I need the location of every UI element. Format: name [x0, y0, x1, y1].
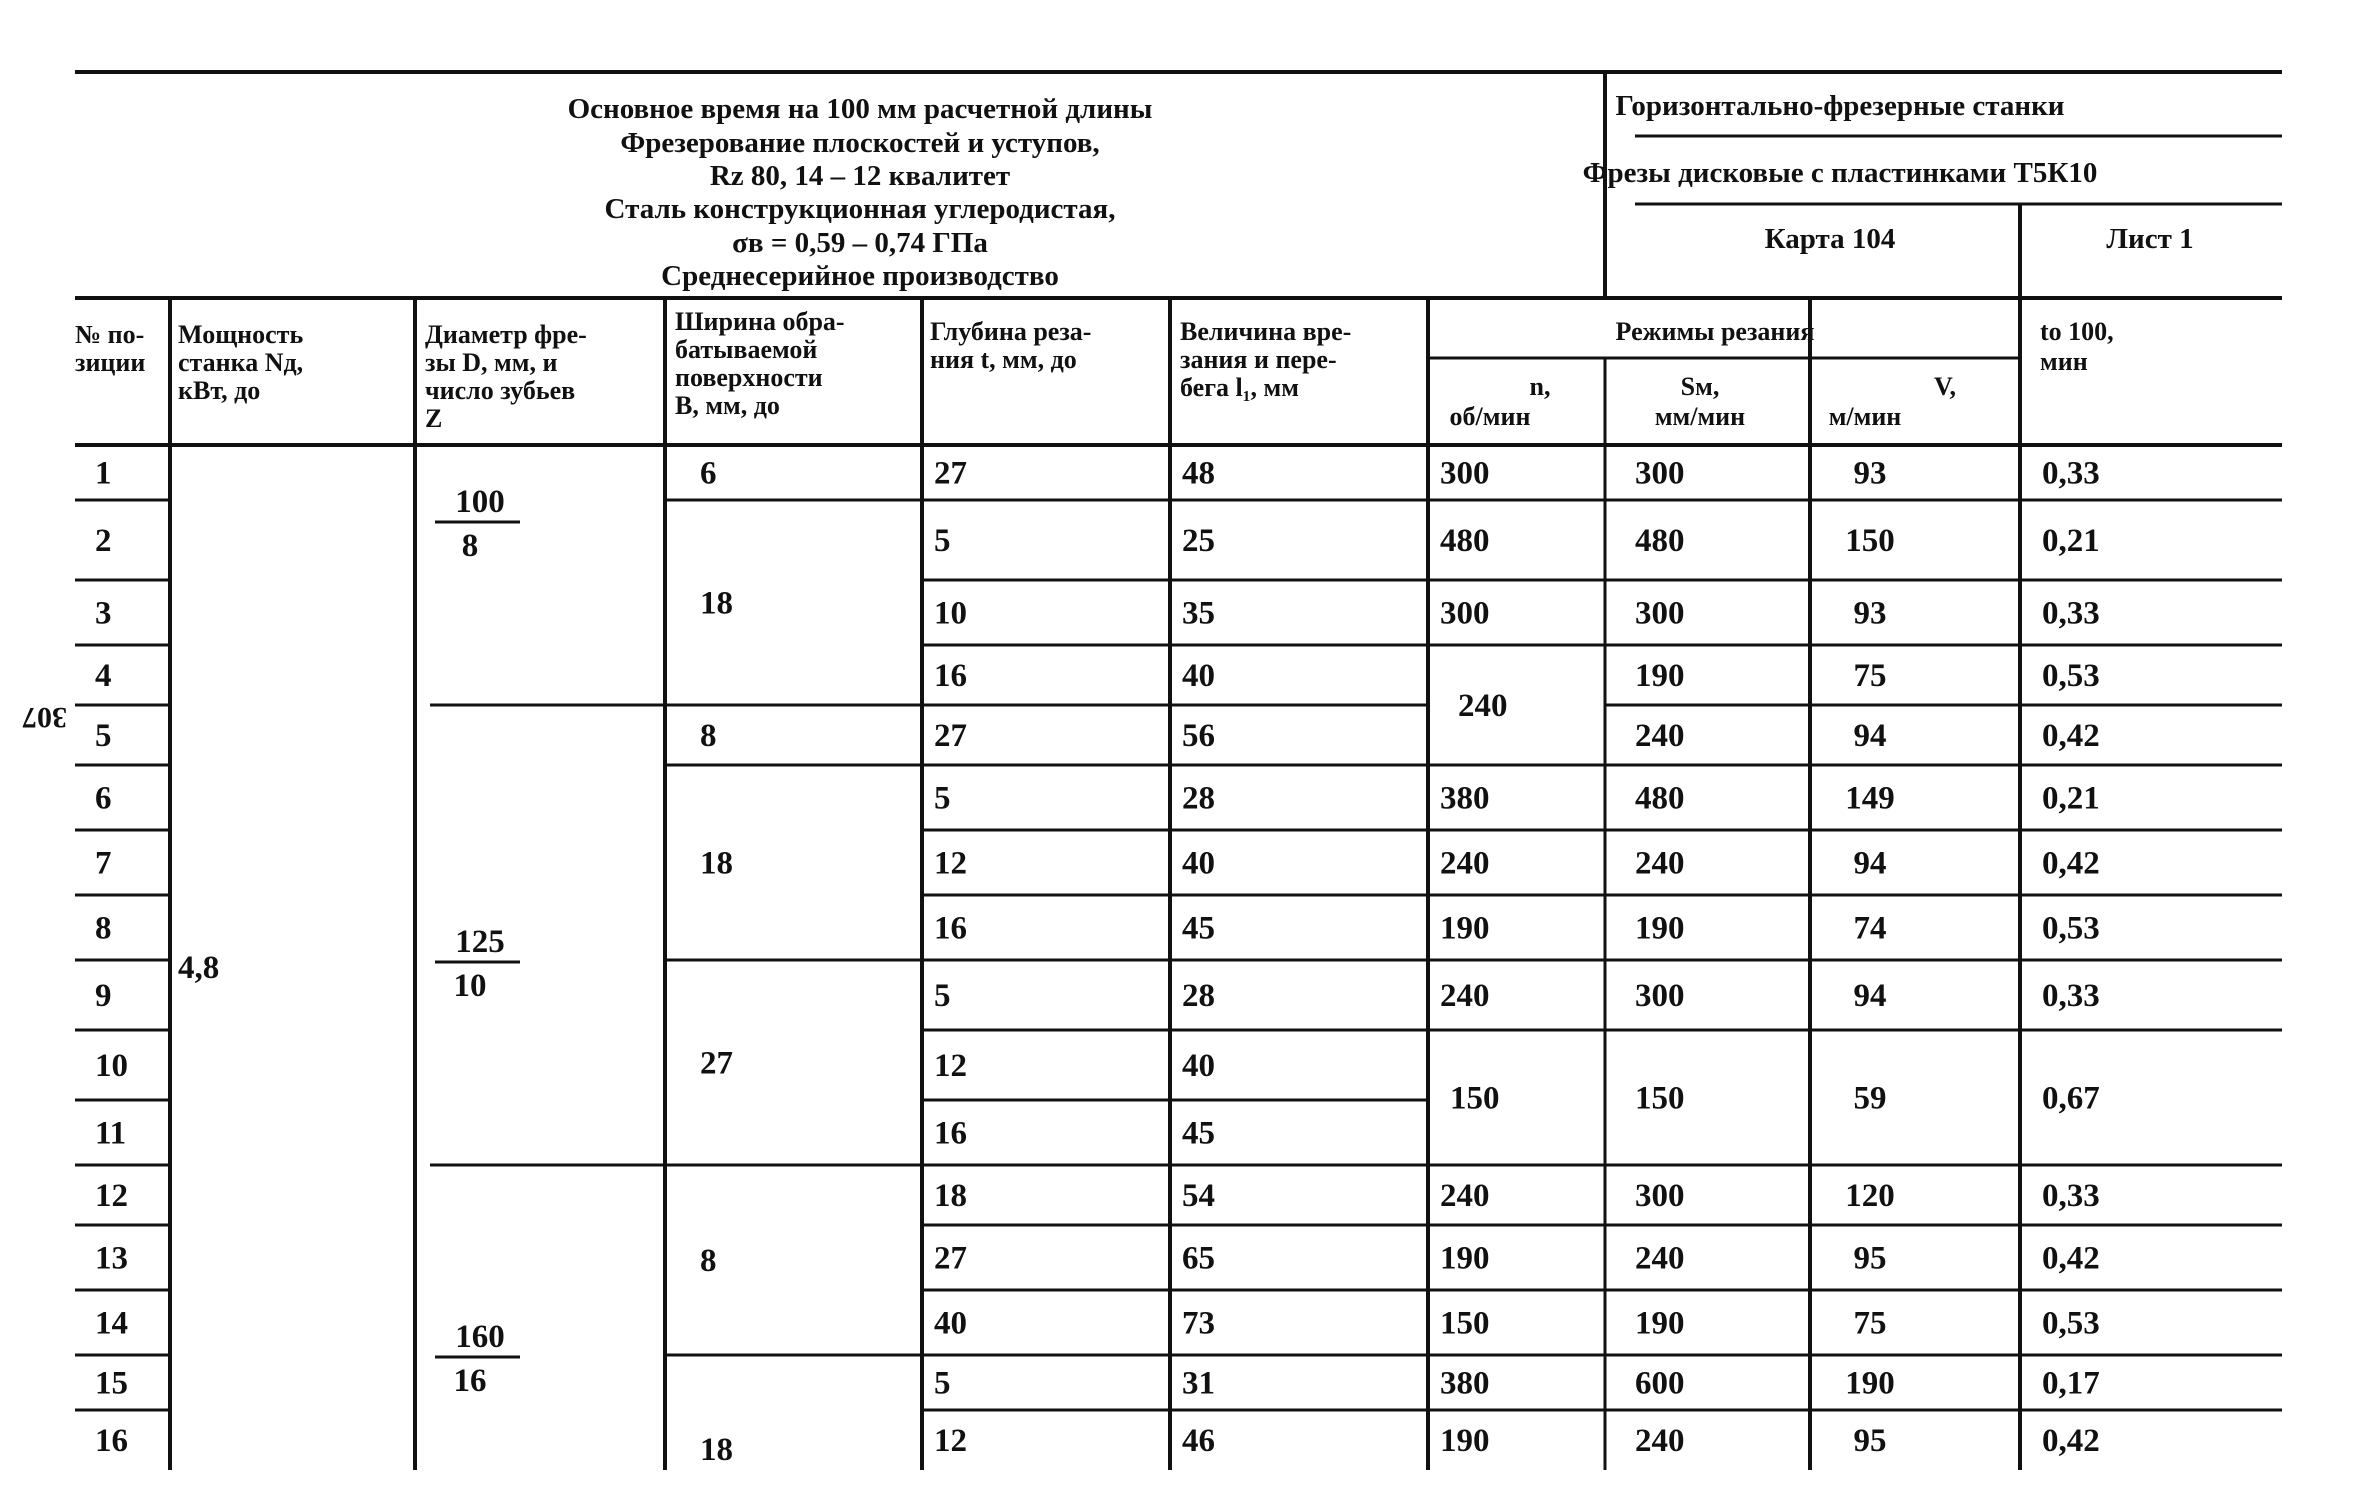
col-v-heading: V,: [1934, 372, 1956, 401]
depth-value: 27: [934, 718, 967, 754]
col-s-heading: Sм,: [1680, 372, 1720, 401]
spindle-speed-value: 300: [1440, 595, 1490, 632]
overrun-value: 40: [1182, 1048, 1215, 1084]
position-number: 15: [95, 1365, 128, 1402]
cutting-speed-value: 120: [1845, 1178, 1895, 1214]
col-overrun-heading: Величина вре-: [1180, 317, 1352, 346]
feed-value: 480: [1635, 780, 1685, 817]
overrun-value: 40: [1182, 845, 1215, 882]
feed-value: 300: [1635, 978, 1685, 1014]
title-line: Основное время на 100 мм расчетной длины: [567, 93, 1153, 125]
depth-value: 27: [934, 1240, 967, 1277]
overrun-value: 45: [1182, 910, 1215, 947]
cutting-speed-value: 94: [1853, 845, 1887, 882]
cutting-speed-value: 74: [1853, 910, 1887, 947]
col-width-heading: Ширина обра-: [675, 307, 845, 336]
width-value: 18: [700, 1432, 733, 1468]
width-value: 8: [700, 1243, 717, 1279]
cutting-speed-merged: 59: [1853, 1080, 1887, 1117]
depth-value: 16: [934, 1115, 967, 1152]
position-number: 14: [95, 1305, 128, 1342]
width-value: 27: [700, 1045, 733, 1082]
diameter-denominator: 8: [461, 528, 479, 564]
overrun-value: 31: [1182, 1365, 1215, 1402]
title-line: Среднесерийное производство: [661, 260, 1059, 292]
depth-value: 5: [934, 978, 951, 1014]
spindle-speed-value: 380: [1440, 1365, 1490, 1402]
width-value: 18: [700, 845, 733, 882]
col-pos-heading: № по-: [75, 320, 145, 349]
basic-time-value: 0,42: [2042, 1240, 2100, 1277]
position-number: 11: [95, 1115, 127, 1152]
col-diameter-heading: число зубьев: [425, 376, 576, 405]
spindle-speed-merged: 240: [1458, 688, 1508, 724]
spindle-speed-value: 480: [1440, 523, 1490, 559]
position-number: 13: [95, 1240, 128, 1277]
spindle-speed-value: 380: [1440, 780, 1490, 817]
diameter-numerator: 100: [455, 484, 505, 520]
cutting-speed-value: 75: [1853, 1305, 1887, 1342]
feed-merged: 150: [1635, 1080, 1685, 1117]
cutting-speed-value: 149: [1845, 780, 1895, 817]
overrun-value: 65: [1182, 1240, 1215, 1277]
col-width-heading: B, мм, до: [675, 391, 780, 420]
col-width-heading: поверхности: [675, 363, 823, 392]
feed-value: 240: [1635, 1423, 1685, 1459]
diameter-numerator: 160: [455, 1319, 505, 1355]
col-overrun-heading: бега l₁, мм: [1180, 373, 1299, 402]
col-s-unit: мм/мин: [1654, 402, 1746, 431]
cutting-speed-value: 150: [1845, 523, 1895, 559]
overrun-value: 28: [1182, 978, 1215, 1014]
cutting-speed-value: 95: [1853, 1240, 1887, 1277]
depth-value: 12: [934, 845, 967, 882]
col-width-heading: батываемой: [675, 335, 818, 364]
col-diameter-heading: Z: [425, 404, 443, 433]
feed-value: 190: [1635, 910, 1685, 947]
position-number: 6: [95, 780, 112, 817]
overrun-value: 73: [1182, 1305, 1215, 1342]
position-number: 4: [95, 658, 112, 694]
feed-value: 480: [1635, 523, 1685, 559]
basic-time-value: 0,53: [2042, 1305, 2100, 1342]
col-n-unit: об/мин: [1449, 402, 1531, 431]
basic-time-value: 0,42: [2042, 718, 2100, 754]
cutting-speed-value: 75: [1853, 658, 1887, 694]
basic-time-value: 0,33: [2042, 595, 2100, 632]
feed-value: 300: [1635, 1178, 1685, 1214]
col-depth-heading: Глубина реза-: [930, 317, 1092, 346]
power-value: 4,8: [178, 950, 220, 986]
page-number: 307: [22, 701, 67, 734]
machine-type: Горизонтально-фрезерные станки: [1615, 90, 2065, 122]
basic-time-value: 0,21: [2042, 780, 2100, 817]
col-diameter-heading: зы D, мм, и: [425, 348, 558, 377]
spindle-speed-value: 150: [1440, 1305, 1490, 1342]
position-number: 3: [95, 595, 112, 632]
spindle-speed-value: 240: [1440, 1178, 1490, 1214]
depth-value: 16: [934, 658, 967, 694]
position-number: 7: [95, 845, 112, 882]
spindle-speed-value: 240: [1440, 978, 1490, 1014]
depth-value: 12: [934, 1048, 967, 1084]
basic-time-value: 0,33: [2042, 1178, 2100, 1214]
spindle-speed-value: 240: [1440, 845, 1490, 882]
position-number: 9: [95, 978, 112, 1014]
spindle-speed-value: 190: [1440, 1240, 1490, 1277]
col-power-heading: кВт, до: [178, 376, 261, 405]
depth-value: 5: [934, 780, 951, 817]
position-number: 10: [95, 1048, 128, 1084]
feed-value: 240: [1635, 845, 1685, 882]
position-number: 2: [95, 523, 112, 559]
overrun-value: 45: [1182, 1115, 1215, 1152]
diameter-numerator: 125: [455, 924, 505, 960]
title-line: σв = 0,59 – 0,74 ГПа: [732, 227, 988, 259]
overrun-value: 46: [1182, 1423, 1215, 1459]
title-line: Фрезерование плоскостей и уступов,: [620, 127, 1100, 159]
col-t-heading: tо 100,: [2040, 317, 2114, 346]
col-n-heading: n,: [1529, 372, 1551, 401]
depth-value: 12: [934, 1423, 967, 1459]
overrun-value: 56: [1182, 718, 1215, 754]
col-modes-heading: Режимы резания: [1615, 317, 1815, 346]
overrun-value: 35: [1182, 595, 1215, 632]
feed-value: 240: [1635, 718, 1685, 754]
cutting-speed-value: 94: [1853, 978, 1887, 1014]
spindle-speed-merged: 150: [1450, 1080, 1500, 1117]
width-value: 6: [700, 455, 717, 492]
title-line: Rz 80, 14 – 12 квалитет: [709, 160, 1011, 192]
depth-value: 40: [934, 1305, 967, 1342]
position-number: 16: [95, 1423, 128, 1459]
depth-value: 27: [934, 455, 967, 492]
diameter-denominator: 10: [453, 968, 487, 1004]
basic-time-merged: 0,67: [2042, 1080, 2100, 1117]
card-number: Карта 104: [1764, 223, 1896, 255]
feed-value: 600: [1635, 1365, 1685, 1402]
basic-time-value: 0,33: [2042, 978, 2100, 1014]
col-power-heading: Мощность: [178, 320, 304, 349]
basic-time-value: 0,17: [2042, 1365, 2100, 1402]
position-number: 5: [95, 718, 112, 754]
depth-value: 10: [934, 595, 967, 632]
spindle-speed-value: 190: [1440, 910, 1490, 947]
depth-value: 5: [934, 1365, 951, 1402]
basic-time-value: 0,21: [2042, 523, 2100, 559]
diameter-denominator: 16: [453, 1363, 487, 1399]
col-pos-heading: зиции: [75, 348, 146, 377]
cutting-speed-value: 94: [1853, 718, 1887, 754]
depth-value: 5: [934, 523, 951, 559]
cutting-speed-value: 93: [1853, 455, 1887, 492]
cutting-speed-value: 190: [1845, 1365, 1895, 1402]
feed-value: 190: [1635, 658, 1685, 694]
col-v-unit: м/мин: [1828, 402, 1902, 431]
basic-time-value: 0,53: [2042, 658, 2100, 694]
col-overrun-heading: зания и пере-: [1180, 345, 1337, 374]
feed-value: 300: [1635, 455, 1685, 492]
col-diameter-heading: Диаметр фре-: [425, 320, 587, 349]
tool-type: Фрезы дисковые с пластинками Т5К10: [1582, 157, 2098, 189]
title-line: Сталь конструкционная углеродистая,: [604, 193, 1116, 225]
feed-value: 240: [1635, 1240, 1685, 1277]
width-value: 8: [700, 718, 717, 754]
col-depth-heading: ния t, мм, до: [930, 345, 1077, 374]
position-number: 12: [95, 1178, 128, 1214]
basic-time-value: 0,42: [2042, 1423, 2100, 1459]
feed-value: 190: [1635, 1305, 1685, 1342]
overrun-value: 25: [1182, 523, 1215, 559]
spindle-speed-value: 190: [1440, 1423, 1490, 1459]
position-number: 8: [95, 910, 112, 947]
overrun-value: 40: [1182, 658, 1215, 694]
width-value: 18: [700, 585, 733, 622]
overrun-value: 48: [1182, 455, 1215, 492]
feed-value: 300: [1635, 595, 1685, 632]
basic-time-value: 0,33: [2042, 455, 2100, 492]
position-number: 1: [95, 455, 112, 492]
cutting-speed-value: 93: [1853, 595, 1887, 632]
depth-value: 16: [934, 910, 967, 947]
depth-value: 18: [934, 1178, 967, 1214]
overrun-value: 28: [1182, 780, 1215, 817]
sheet-number: Лист 1: [2106, 223, 2194, 255]
overrun-value: 54: [1182, 1178, 1215, 1214]
basic-time-value: 0,53: [2042, 910, 2100, 947]
col-power-heading: станка Nд,: [178, 348, 304, 377]
spindle-speed-value: 300: [1440, 455, 1490, 492]
cutting-speed-value: 95: [1853, 1423, 1887, 1459]
basic-time-value: 0,42: [2042, 845, 2100, 882]
col-t-unit: мин: [2040, 347, 2088, 376]
